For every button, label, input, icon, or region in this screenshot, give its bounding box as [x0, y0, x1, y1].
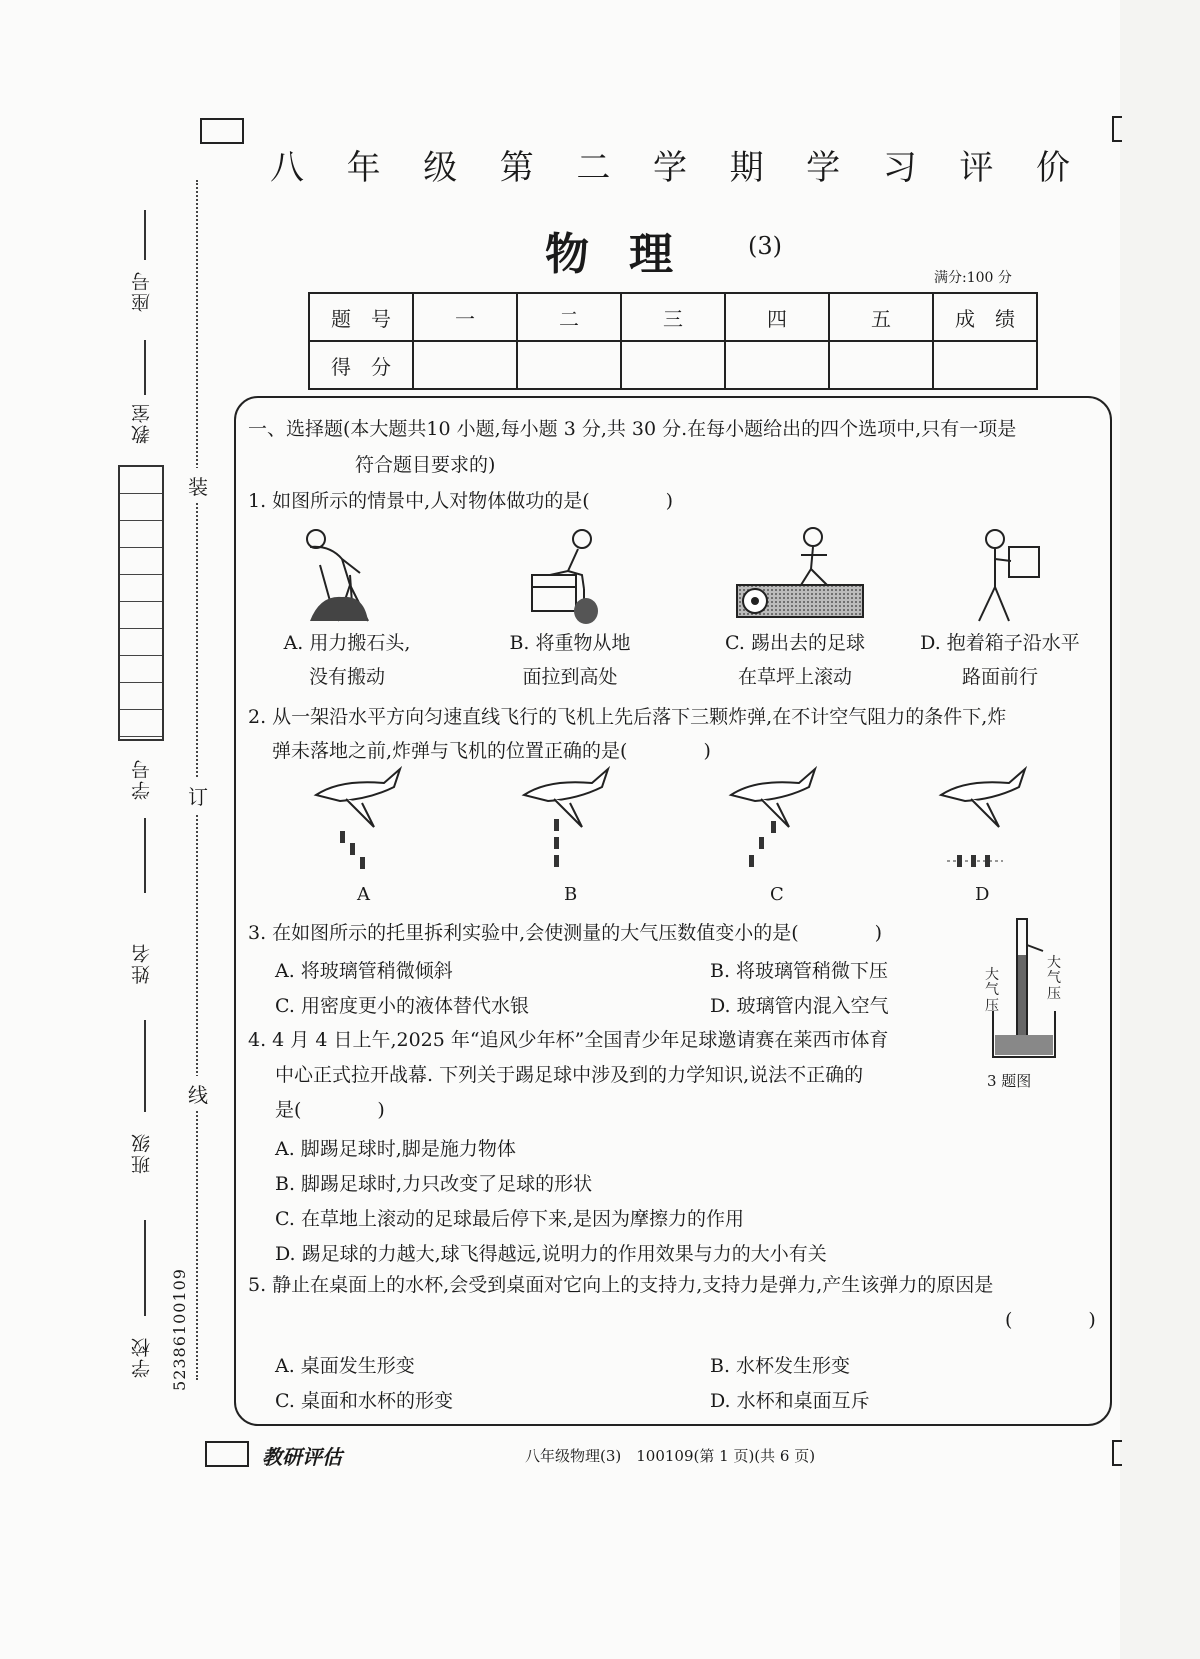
q2-figure-c [725, 765, 835, 875]
score-cell: 四 [725, 293, 829, 341]
q1-figure-b [520, 525, 630, 625]
q4-option-a: A. 脚踢足球时,脚是施力物体 [275, 1138, 516, 1160]
score-cell: 一 [413, 293, 517, 341]
score-cell: 题 号 [309, 293, 413, 341]
q2-label-b: B [564, 884, 578, 905]
score-input-cell[interactable] [517, 341, 621, 389]
q3-pressure-left: 大气压 [985, 967, 999, 1014]
title-char: 学 [652, 148, 687, 188]
q3-option-a: A. 将玻璃管稍微倾斜 [275, 960, 453, 982]
q1-stem: 1. 如图所示的情景中,人对物体做功的是( ) [248, 490, 674, 512]
section1-instructions-line1: 一、选择题(本大题共10 小题,每小题 3 分,共 30 分.在每小题给出的四个选项中,只有一项是 [248, 418, 1017, 440]
score-table-score-row [309, 341, 1037, 389]
xian-mark: 线 [188, 1076, 208, 1111]
title-char: 二 [576, 148, 611, 188]
classroom-line [144, 340, 146, 395]
q2-figure-a [310, 765, 420, 875]
title-char: 第 [499, 148, 534, 188]
score-table-header-row [309, 293, 1037, 341]
q4-option-d: D. 踢足球的力越大,球飞得越远,说明力的作用效果与力的大小有关 [275, 1243, 827, 1265]
caption-line: A. 用力搬石头, [283, 632, 411, 654]
q3-option-d: D. 玻璃管内混入空气 [710, 995, 889, 1017]
score-input-cell[interactable] [829, 341, 933, 389]
q1-caption-a [262, 626, 432, 694]
q1-figure-a [280, 525, 400, 625]
q1-caption-b [485, 626, 655, 694]
q2-figure-d [935, 765, 1045, 875]
student-no-label: 学号 [131, 758, 153, 800]
q5-stem: 5. 静止在桌面上的水杯,会受到桌面对它向上的支持力,支持力是弹力,产生该弹力的原因是 [248, 1274, 994, 1296]
q2-stem-line2: 弹未落地之前,炸弹与飞机的位置正确的是( ) [272, 740, 711, 762]
ding-mark: 订 [188, 778, 208, 813]
q2-label-c: C [770, 884, 784, 905]
corner-mark [200, 118, 244, 144]
q1-figure-d [955, 525, 1065, 625]
q3-figure-caption: 3 题图 [987, 1072, 1032, 1090]
q2-label-a: A [357, 884, 370, 905]
score-cell: 三 [621, 293, 725, 341]
title-char: 价 [1035, 148, 1070, 188]
q4-stem-line2: 中心正式拉开战幕. 下列关于踢足球中涉及到的力学知识,说法不正确的 [275, 1064, 864, 1086]
school-label: 学校 [131, 1336, 153, 1378]
seat-label: 座号 [131, 270, 153, 312]
q4-option-b: B. 脚踢足球时,力只改变了足球的形状 [275, 1173, 593, 1195]
title-char: 级 [423, 148, 458, 188]
caption-line: D. 抱着箱子沿水平 [920, 632, 1080, 654]
q5-option-b: B. 水杯发生形变 [710, 1355, 851, 1377]
caption-line: 面拉到高处 [522, 666, 618, 689]
score-cell: 二 [517, 293, 621, 341]
score-input-cell[interactable] [933, 341, 1037, 389]
caption-line: 路面前行 [961, 666, 1038, 689]
subject-number: (3) [748, 232, 782, 260]
school-line [144, 1220, 146, 1316]
footer-page-info: 八年级物理(3) 100109(第 1 页)(共 6 页) [525, 1447, 816, 1465]
caption-line: 在草坪上滚动 [737, 666, 852, 689]
q3-option-b: B. 将玻璃管稍微下压 [710, 960, 889, 982]
exam-title [270, 140, 1070, 189]
zhuang-mark: 装 [188, 468, 208, 503]
student-id-grid [118, 465, 164, 741]
class-line [144, 1020, 146, 1112]
q5-answer-paren: ( ) [1005, 1309, 1096, 1331]
seat-line [144, 210, 146, 260]
section1-instructions-line2: 符合题目要求的) [355, 454, 496, 476]
full-mark: 满分:100 分 [934, 270, 1012, 286]
name-label: 姓名 [131, 942, 153, 984]
subject-title: 物理 [545, 229, 713, 280]
footer-logo: 教研评估 [262, 1445, 342, 1469]
q3-stem: 3. 在如图所示的托里拆利实验中,会使测量的大气压数值变小的是( ) [248, 922, 883, 944]
q2-stem-line1: 2. 从一架沿水平方向匀速直线飞行的飞机上先后落下三颗炸弹,在不计空气阻力的条件下,炸 [248, 706, 1007, 728]
name-line [144, 818, 146, 893]
caption-line: 没有搬动 [308, 666, 385, 689]
title-char: 习 [882, 148, 917, 188]
score-input-cell[interactable] [725, 341, 829, 389]
classroom-label: 教室 [131, 402, 153, 444]
title-char: 八 [270, 148, 304, 188]
score-cell: 得 分 [309, 341, 413, 389]
q5-option-d: D. 水杯和桌面互斥 [710, 1390, 870, 1412]
serial-number: 52386100109 [170, 1268, 189, 1391]
q2-label-d: D [975, 884, 990, 905]
q5-option-c: C. 桌面和水杯的形变 [275, 1390, 453, 1412]
q2-figure-b [518, 765, 628, 875]
q1-caption-d [905, 626, 1095, 694]
score-cell: 五 [829, 293, 933, 341]
score-input-cell[interactable] [413, 341, 517, 389]
q4-stem-line1: 4. 4 月 4 日上午,2025 年“追风少年杯”全国青少年足球邀请赛在莱西市体育 [248, 1029, 889, 1051]
title-char: 年 [346, 148, 381, 188]
q4-stem-line3: 是( ) [275, 1099, 385, 1121]
q3-pressure-right: 大气压 [1047, 955, 1061, 1002]
corner-mark [1112, 1440, 1122, 1466]
score-input-cell[interactable] [621, 341, 725, 389]
q5-option-a: A. 桌面发生形变 [275, 1355, 415, 1377]
title-char: 评 [959, 148, 994, 188]
q4-option-c: C. 在草地上滚动的足球最后停下来,是因为摩擦力的作用 [275, 1208, 744, 1230]
corner-mark [1112, 116, 1122, 142]
score-table [308, 292, 1038, 390]
q1-figure-c [735, 525, 865, 625]
q1-caption-c [700, 626, 890, 694]
score-cell: 成 绩 [933, 293, 1037, 341]
title-char: 学 [806, 148, 841, 188]
caption-line: B. 将重物从地 [509, 632, 631, 654]
caption-line: C. 踢出去的足球 [725, 632, 865, 654]
class-label: 班级 [131, 1132, 153, 1174]
title-char: 期 [729, 148, 764, 188]
q3-option-c: C. 用密度更小的液体替代水银 [275, 995, 529, 1017]
footer-box [205, 1441, 249, 1467]
